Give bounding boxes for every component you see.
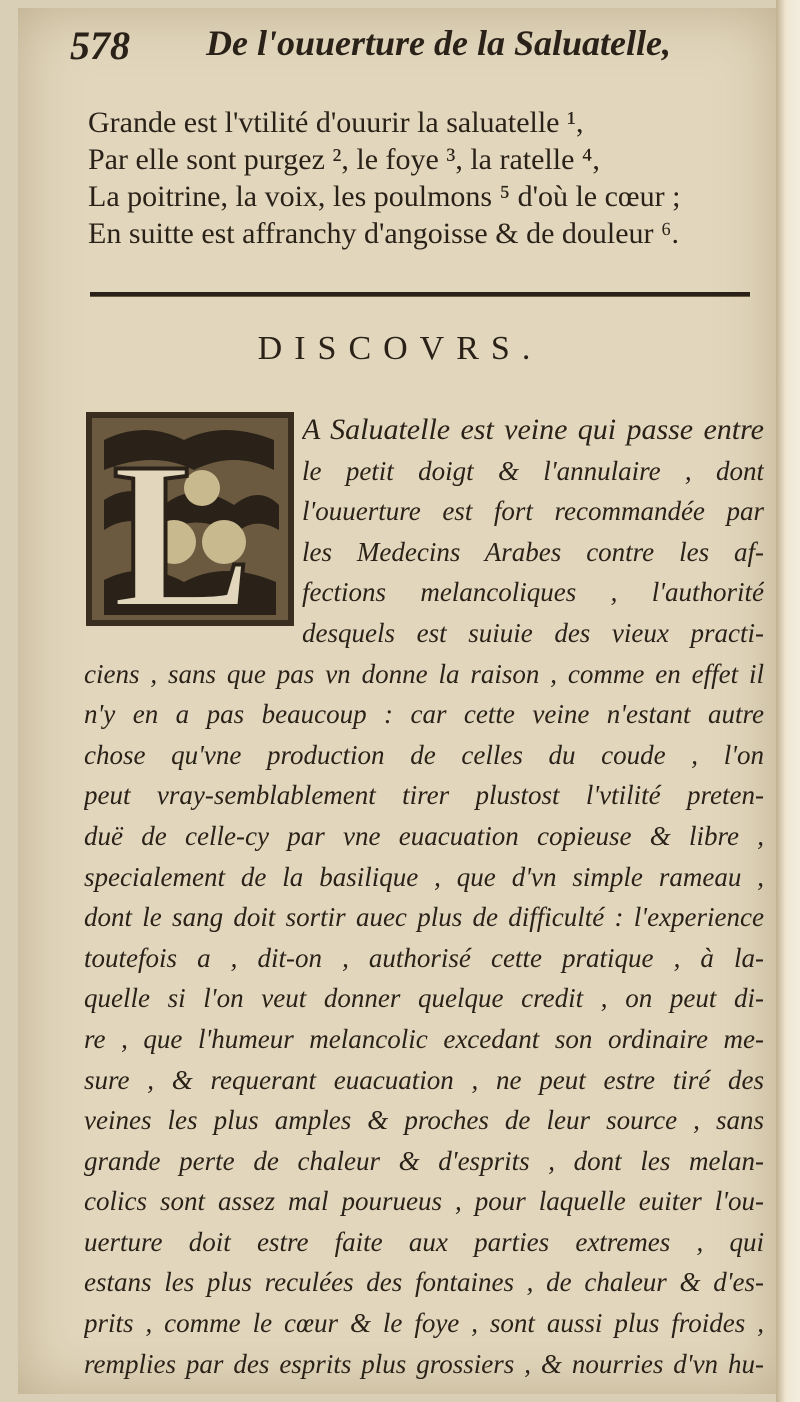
text-line: prits , comme le cœur & le foye , sont aussi plus froides ,	[84, 1308, 764, 1339]
section-divider	[90, 292, 750, 297]
verse-line: En suitte est affranchy d'angoisse & de douleur ⁶.	[88, 217, 679, 250]
text-line: colics sont assez mal pourueus , pour laquelle euiter l'ou-	[84, 1186, 764, 1217]
text-line: grande perte de chaleur & d'esprits , dont les melan-	[84, 1145, 764, 1176]
verse-block	[88, 104, 768, 252]
text-line: n'y en a pas beaucoup : car cette veine n'estant autre	[84, 699, 764, 730]
verse-line: Grande est l'vtilité d'ouurir la saluatelle ¹,	[88, 106, 584, 139]
page-number: 578	[70, 23, 130, 68]
text-line: duë de celle-cy par vne euacuation copieuse & libre ,	[84, 820, 764, 851]
text-line: desquels est suiuie des vieux practi-	[302, 617, 764, 648]
drop-cap-letter: L	[112, 420, 253, 628]
discourse-text	[84, 410, 764, 1384]
text-line: chose qu'vne production de celles du coude , l'on	[84, 739, 764, 770]
text-line: specialement de la basilique , que d'vn simple rameau ,	[84, 861, 764, 892]
running-header	[70, 20, 730, 80]
verse-line: La poitrine, la voix, les poulmons ⁵ d'où le cœur ;	[88, 180, 681, 213]
text-line: veines les plus amples & proches de leur source , sans	[84, 1105, 764, 1136]
text-line: les Medecins Arabes contre les af-	[302, 536, 764, 567]
text-line: dont le sang doit sortir auec plus de difficulté : l'experience	[84, 902, 764, 933]
page-edge	[776, 0, 800, 1402]
text-line: l'ouuerture est fort recommandée par	[302, 496, 764, 527]
text-line: fections melancoliques , l'authorité	[302, 577, 764, 608]
text-line: uerture doit estre faite aux parties extremes , qui	[84, 1226, 764, 1257]
text-line: quelle si l'on veut donner quelque credit , on peut di-	[84, 983, 764, 1014]
text-line: ciens , sans que pas vn donne la raison , comme en effet il	[84, 658, 764, 689]
running-title: De l'ouuerture de la Saluatelle,	[206, 23, 672, 63]
text-line: sure , & requerant euacuation , ne peut estre tiré des	[84, 1064, 764, 1095]
text-line: re , que l'humeur melancolic excedant son ordinaire me-	[84, 1023, 764, 1054]
section-heading: DISCOVRS.	[257, 330, 543, 367]
text-line: le petit doigt & l'annulaire , dont	[302, 455, 764, 486]
text-line: estans les plus reculées des fontaines , de chaleur & d'es-	[84, 1267, 764, 1298]
text-line: peut vray-semblablement tirer plustost l'vtilité preten-	[84, 780, 764, 811]
text-line: toutefois a , dit-on , authorisé cette pratique , à la-	[84, 942, 764, 973]
text-line: A Saluatelle est veine qui passe entre	[302, 413, 764, 446]
verse-line: Par elle sont purgez ², le foye ³, la ratelle ⁴,	[88, 143, 600, 176]
text-line: remplies par des esprits plus grossiers , & nourries d'vn hu-	[84, 1348, 764, 1379]
